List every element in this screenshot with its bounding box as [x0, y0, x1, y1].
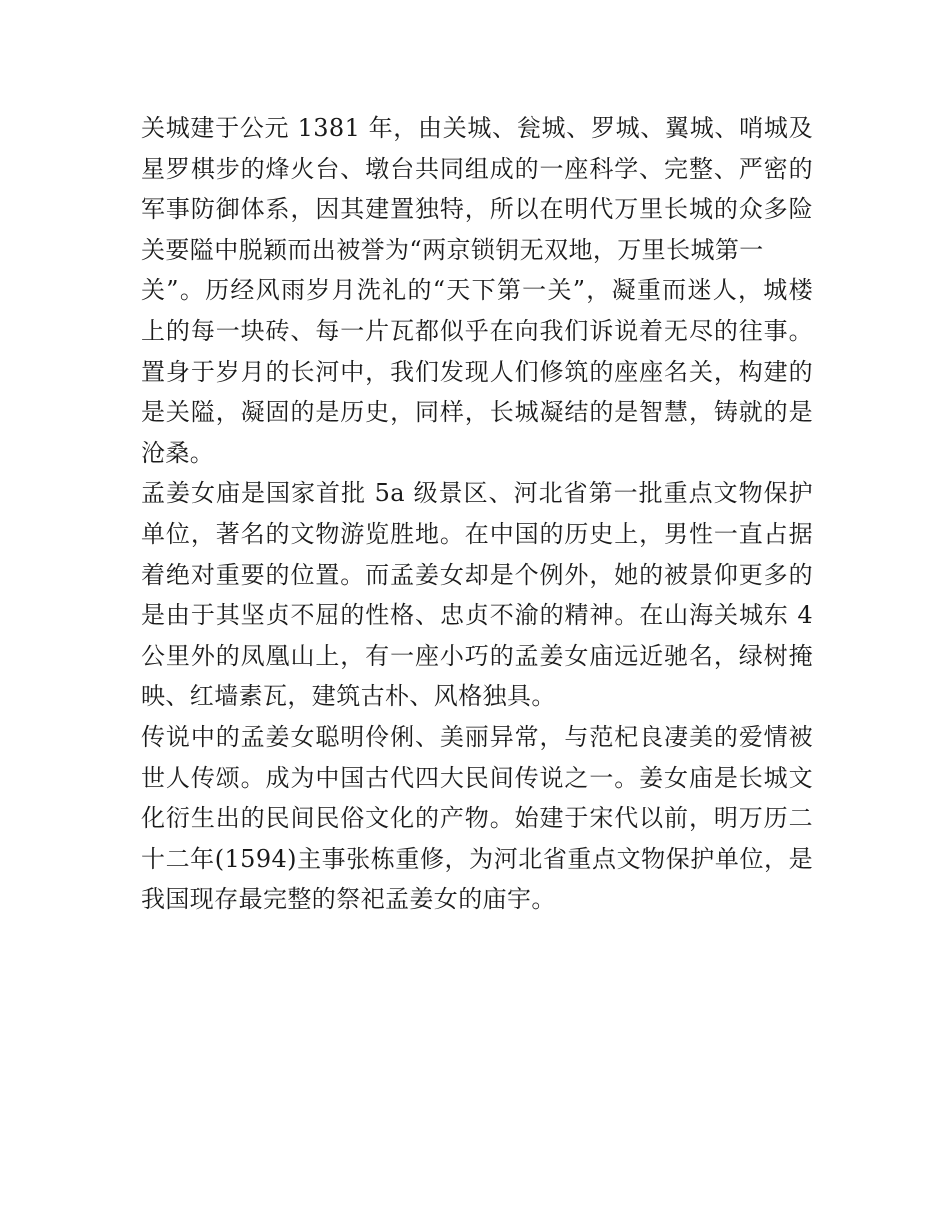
text-line: 是由于其坚贞不屈的性格、忠贞不渝的精神。在山海关城东 4 [141, 601, 813, 630]
text-line: 军事防御体系，因其建置独特，所以在明代万里长城的众多险 [141, 195, 813, 224]
paragraph-mengjiangnu-temple [141, 473, 813, 717]
document-page [141, 108, 813, 920]
text-line: 是关隘，凝固的是历史，同样，长城凝结的是智慧，铸就的是 [141, 398, 813, 427]
text-line: 星罗棋步的烽火台、墩台共同组成的一座科学、完整、严密的 [141, 154, 813, 183]
text-line: 公里外的凤凰山上，有一座小巧的孟姜女庙远近驰名，绿树掩 [141, 641, 813, 670]
text-line: 沧桑。 [141, 438, 215, 467]
paragraph-legend [141, 717, 813, 920]
text-line: 关要隘中脱颖而出被誉为“两京锁钥无双地，万里长城第一 [141, 235, 764, 264]
text-line: 孟姜女庙是国家首批 5a 级景区、河北省第一批重点文物保护 [141, 479, 813, 508]
text-line: 置身于岁月的长河中，我们发现人们修筑的座座名关，构建的 [141, 357, 813, 386]
text-line: 映、红墙素瓦，建筑古朴、风格独具。 [141, 682, 556, 711]
text-line: 着绝对重要的位置。而孟姜女却是个例外，她的被景仰更多的 [141, 560, 813, 589]
text-line: 我国现存最完整的祭祀孟姜女的庙宇。 [141, 885, 556, 914]
text-line: 上的每一块砖、每一片瓦都似乎在向我们诉说着无尽的往事。 [141, 316, 813, 345]
text-line: 关城建于公元 1381 年，由关城、瓮城、罗城、翼城、哨城及 [141, 114, 813, 142]
text-line: 化衍生出的民间民俗文化的产物。始建于宋代以前，明万历二 [141, 804, 813, 833]
text-line: 传说中的孟姜女聪明伶俐、美丽异常，与范杞良凄美的爱情被 [141, 722, 813, 751]
text-line: 十二年(1594)主事张栋重修，为河北省重点文物保护单位，是 [141, 844, 813, 873]
paragraph-shanhaiguan [141, 108, 813, 473]
text-line: 世人传颂。成为中国古代四大民间传说之一。姜女庙是长城文 [141, 763, 813, 792]
text-line: 单位，著名的文物游览胜地。在中国的历史上，男性一直占据 [141, 519, 813, 548]
text-line: 关”。历经风雨岁月洗礼的“天下第一关”，凝重而迷人，城楼 [141, 276, 813, 305]
